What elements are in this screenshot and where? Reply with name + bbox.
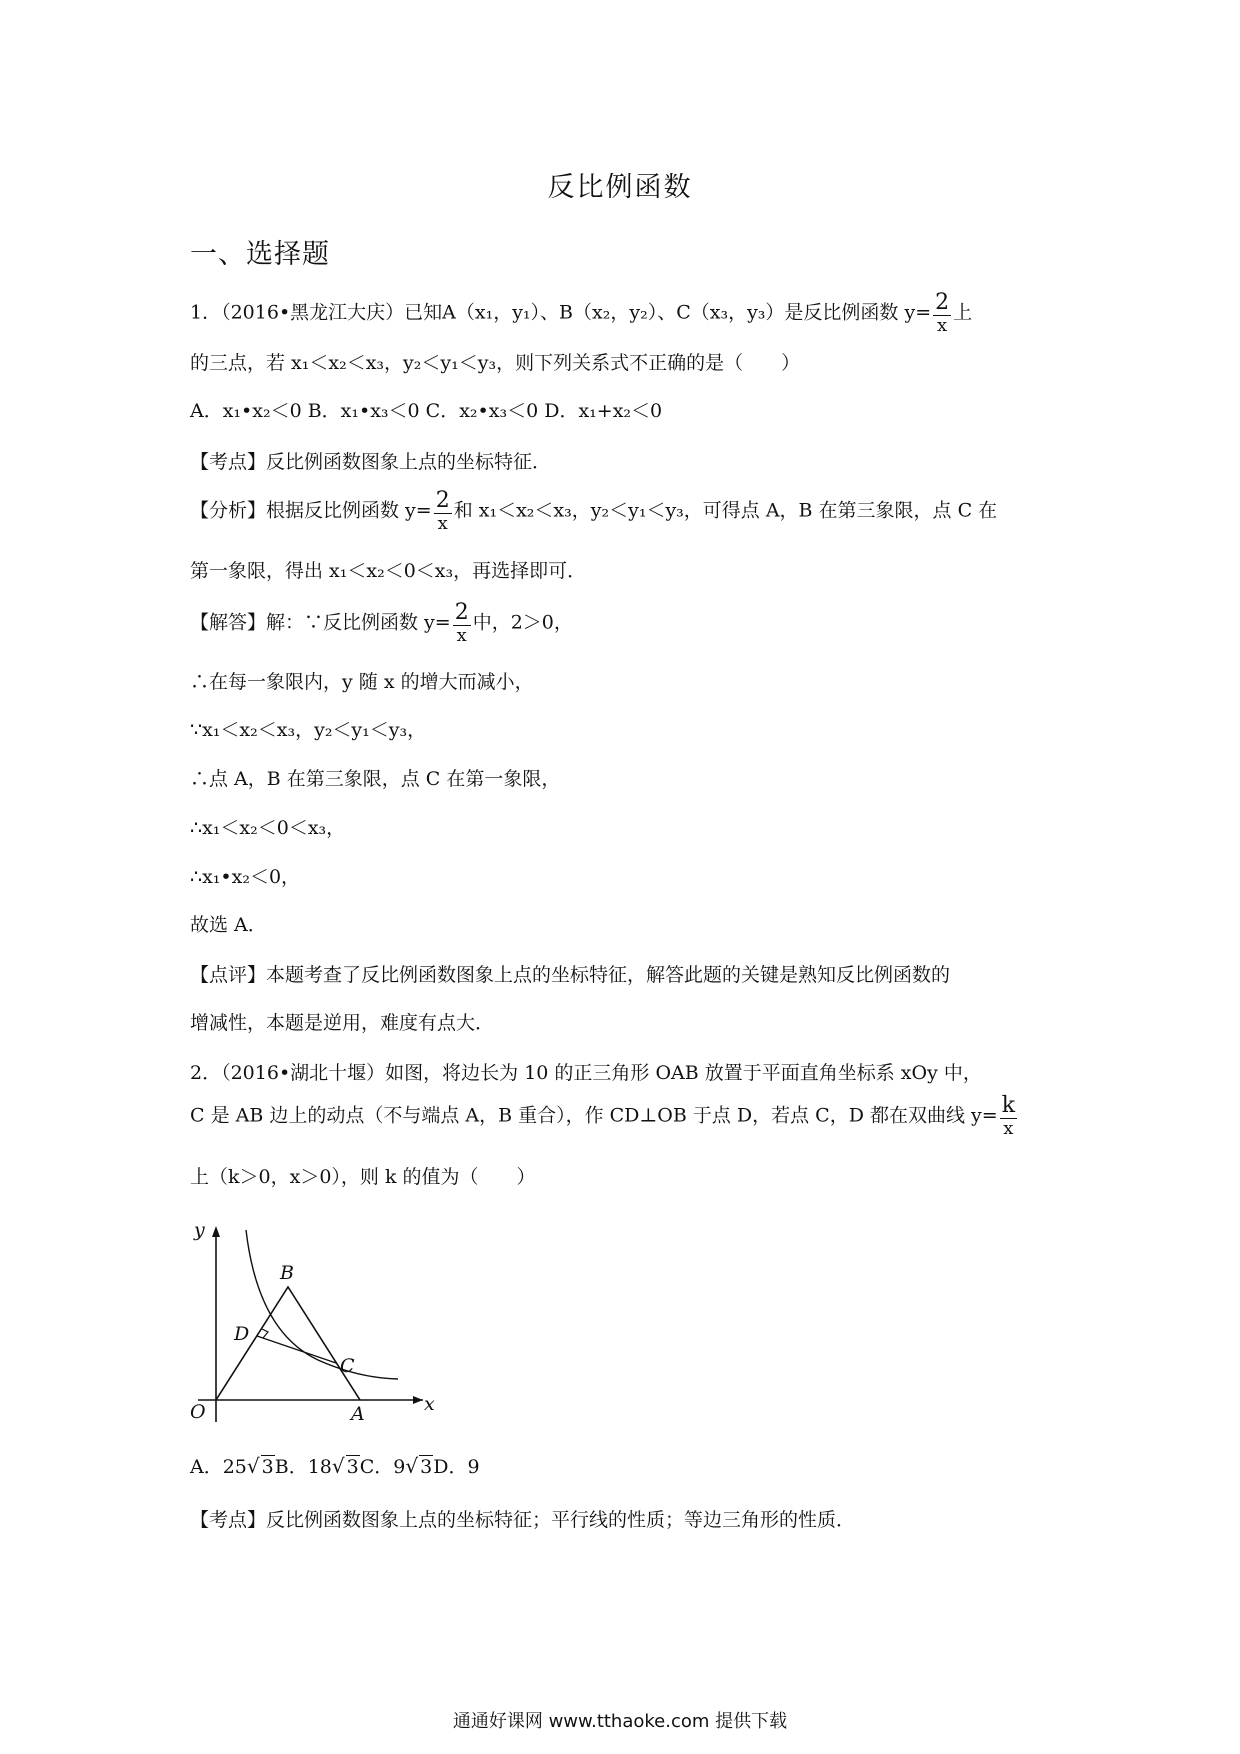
label-d: D: [234, 1323, 250, 1345]
right-angle-mark: [262, 1329, 268, 1338]
q2-line2: [190, 1095, 1019, 1138]
x-axis-arrow: [413, 1396, 423, 1404]
sqrt-sign-c: √: [405, 1454, 419, 1478]
y-axis-arrow: [212, 1226, 220, 1237]
q2-line3: 上（k＞0，x＞0），则 k 的值为（ ）: [190, 1166, 536, 1188]
q1-options: A．x₁•x₂＜0 B．x₁•x₃＜0 C．x₂•x₃＜0 D．x₁+x₂＜0: [190, 400, 663, 422]
label-o: O: [190, 1401, 206, 1423]
q2-options: [190, 1452, 480, 1479]
q1-frac-den: x: [937, 315, 948, 336]
label-a: A: [351, 1403, 365, 1425]
label-b: B: [280, 1262, 294, 1284]
radicand-c: 3: [420, 1456, 433, 1478]
q2-line2-text: C 是 AB 边上的动点（不与端点 A，B 重合），作 CD⊥OB 于点 D，若点 C，D 都在双曲线 y=: [190, 1104, 998, 1127]
q2-option-d: D．9: [433, 1456, 480, 1478]
sqrt-sign-a: √: [246, 1454, 260, 1478]
q2-kaodian: 【考点】反比例函数图象上点的坐标特征；平行线的性质；等边三角形的性质．: [190, 1509, 856, 1531]
q1-jieda: [190, 602, 573, 645]
q1-step-1: ∴在每一象限内，y 随 x 的增大而减小，: [190, 671, 534, 693]
q1-line1: [190, 292, 972, 335]
footer: 通通好课网 www.tthaoke.com 提供下载: [452, 1711, 788, 1732]
q1-line2: 的三点，若 x₁＜x₂＜x₃，y₂＜y₁＜y₃，则下列关系式不正确的是（ ）: [190, 352, 801, 374]
q1-jieda-b: 中，2＞0，: [472, 611, 573, 634]
q1-step-2: ∵x₁＜x₂＜x₃，y₂＜y₁＜y₃，: [190, 719, 427, 741]
q1-fenxi-line2: 第一象限，得出 x₁＜x₂＜0＜x₃，再选择即可．: [190, 560, 587, 582]
q2-option-a: A．25: [190, 1456, 247, 1478]
section-heading: 一、选择题: [190, 239, 330, 270]
q2-fraction: [1000, 1095, 1017, 1138]
q1-fenxi-frac-num: 2: [435, 488, 450, 513]
label-x: x: [424, 1393, 435, 1415]
q1-step-3: ∴点 A，B 在第三象限，点 C 在第一象限，: [190, 768, 561, 790]
segment-cd: [257, 1336, 336, 1363]
q1-kaodian: 【考点】反比例函数图象上点的坐标特征．: [190, 451, 552, 473]
q1-fraction: [933, 292, 951, 335]
q1-jieda-frac-num: 2: [454, 600, 469, 625]
q1-dianping-1: 【点评】本题考查了反比例函数图象上点的坐标特征，解答此题的关键是熟知反比例函数的: [190, 964, 951, 986]
sqrt-sign-b: √: [331, 1454, 345, 1478]
q1-jieda-a: 【解答】解：∵反比例函数 y=: [190, 611, 451, 634]
q1-jieda-frac-den: x: [456, 625, 467, 646]
q1-intro: 1．（2016•黑龙江大庆）已知A（x₁，y₁）、B（x₂，y₂）、C（x₃，y₃）是反比例函数 y=: [190, 301, 932, 324]
q2-frac-den: x: [1003, 1118, 1014, 1139]
q1-intro-tail: 上: [953, 301, 973, 324]
radicand-a: 3: [261, 1456, 274, 1478]
q1-jieda-fraction: [453, 602, 471, 645]
q1-dianping-2: 增减性，本题是逆用，难度有点大．: [190, 1012, 495, 1034]
q1-fenxi-b: 和 x₁＜x₂＜x₃，y₂＜y₁＜y₃，可得点 A，B 在第三象限，点 C 在: [453, 499, 998, 522]
q2-option-c: C．9: [359, 1456, 406, 1478]
q1-fenxi-fraction: [434, 490, 452, 533]
radicand-b: 3: [346, 1456, 359, 1478]
q1-fenxi: [190, 490, 997, 533]
q2-figure: [188, 1222, 448, 1432]
q1-step-4: ∴x₁＜x₂＜0＜x₃，: [190, 817, 346, 839]
q2-frac-num: k: [1001, 1093, 1016, 1118]
q1-fenxi-a: 【分析】根据反比例函数 y=: [190, 499, 432, 522]
label-y: y: [194, 1222, 205, 1241]
q1-step-5: ∴x₁•x₂＜0，: [190, 866, 301, 888]
q1-frac-num: 2: [935, 290, 950, 315]
q1-step-6: 故选 A．: [190, 914, 267, 936]
page-title: 反比例函数: [547, 172, 693, 203]
q1-fenxi-frac-den: x: [437, 513, 448, 534]
q2-option-b: B．18: [274, 1456, 332, 1478]
label-c: C: [340, 1355, 355, 1377]
hyperbola-curve: [246, 1230, 398, 1379]
q2-line1: 2．（2016•湖北十堰）如图，将边长为 10 的正三角形 OAB 放置于平面直角坐标系 xOy 中，: [190, 1062, 982, 1084]
